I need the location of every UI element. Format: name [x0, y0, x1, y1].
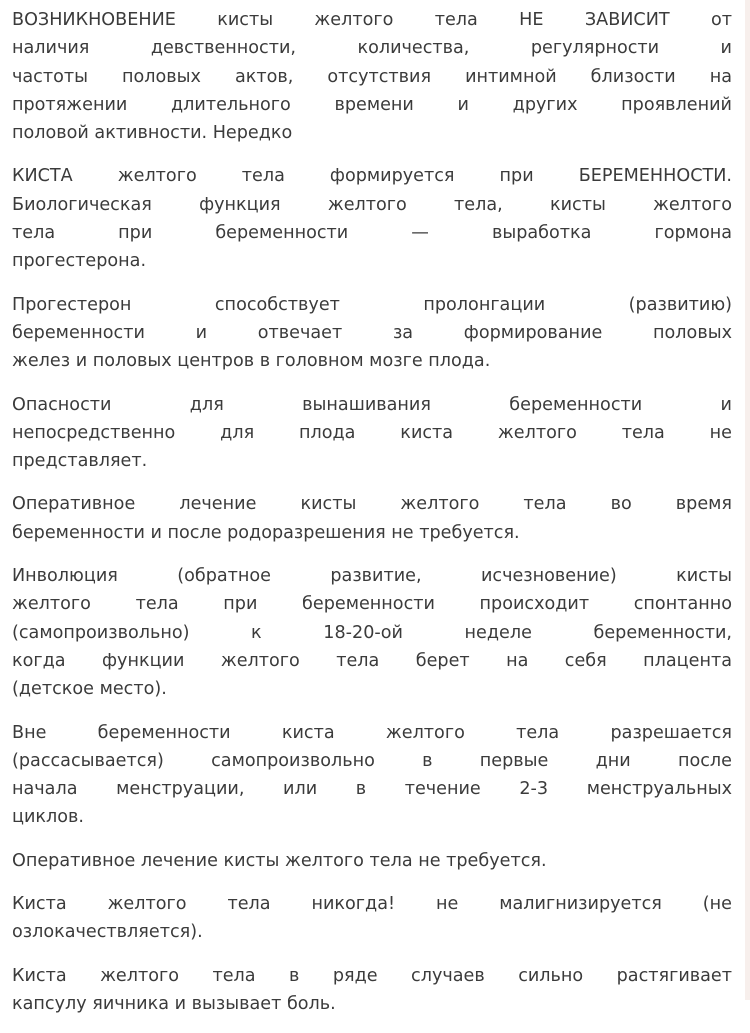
text-line: наличия девственности, количества, регулярности и: [12, 38, 732, 59]
text-line: Оперативное лечение кисты желтого тела во время: [12, 494, 732, 515]
text-line: КИСТА желтого тела формируется при БЕРЕМЕННОСТИ.: [12, 166, 732, 187]
text-line: представляет.: [12, 451, 148, 472]
page-edge: [745, 0, 750, 1000]
text-line: (рассасывается) самопроизвольно в первые дни после: [12, 750, 732, 771]
text-line: Инволюция (обратное развитие, исчезновение) кисты: [12, 566, 732, 587]
text-line: Вне беременности киста желтого тела разрешается: [12, 722, 732, 743]
text-line: озлокачествляется).: [12, 922, 203, 943]
text-line: Опасности для вынашивания беременности и: [12, 394, 732, 415]
paragraph: [12, 962, 732, 1019]
paragraph: [12, 562, 732, 703]
text-line: желез и половых центров в головном мозге плода.: [12, 351, 491, 372]
text-line: когда функции желтого тела берет на себя плацента: [12, 650, 732, 671]
text-line: беременности и отвечает за формирование половых: [12, 322, 732, 343]
article-body: [12, 6, 732, 1033]
text-line: непосредственно для плода киста желтого тела не: [12, 422, 732, 443]
text-line: Биологическая функция желтого тела, кисты желтого: [12, 194, 732, 215]
text-line: беременности и после родоразрешения не требуется.: [12, 522, 520, 543]
text-line: начала менструации, или в течение 2-3 менструальных: [12, 779, 732, 800]
paragraph: [12, 890, 732, 947]
text-line: Киста желтого тела в ряде случаев сильно растягивает: [12, 965, 732, 986]
paragraph: [12, 847, 732, 875]
text-line: (самопроизвольно) к 18-20-ой неделе беременности,: [12, 622, 732, 643]
text-line: ВОЗНИКНОВЕНИЕ кисты желтого тела НЕ ЗАВИСИТ от: [12, 10, 732, 30]
text-line: половой активности. Нередко: [12, 123, 293, 144]
text-line: частоты половых актов, отсутствия интимной близости на: [12, 66, 732, 87]
text-line: Оперативное лечение кисты желтого тела не требуется.: [12, 850, 547, 871]
paragraph: [12, 6, 732, 147]
text-line: (детское место).: [12, 679, 167, 700]
text-line: желтого тела при беременности происходит спонтанно: [12, 594, 732, 615]
text-line: прогестерона.: [12, 251, 147, 272]
text-line: капсулу яичника и вызывает боль.: [12, 993, 336, 1014]
text-line: Прогестерон способствует пролонгации (развитию): [12, 294, 732, 315]
text-line: Киста желтого тела никогда! не малигнизируется (не: [12, 894, 732, 915]
paragraph: [12, 162, 732, 275]
paragraph: [12, 490, 732, 547]
text-line: протяжении длительного времени и других проявлений: [12, 94, 732, 115]
paragraph: [12, 391, 732, 476]
paragraph: [12, 719, 732, 832]
text-line: тела при беременности — выработка гормона: [12, 223, 732, 244]
paragraph: [12, 291, 732, 376]
text-line: циклов.: [12, 807, 85, 828]
